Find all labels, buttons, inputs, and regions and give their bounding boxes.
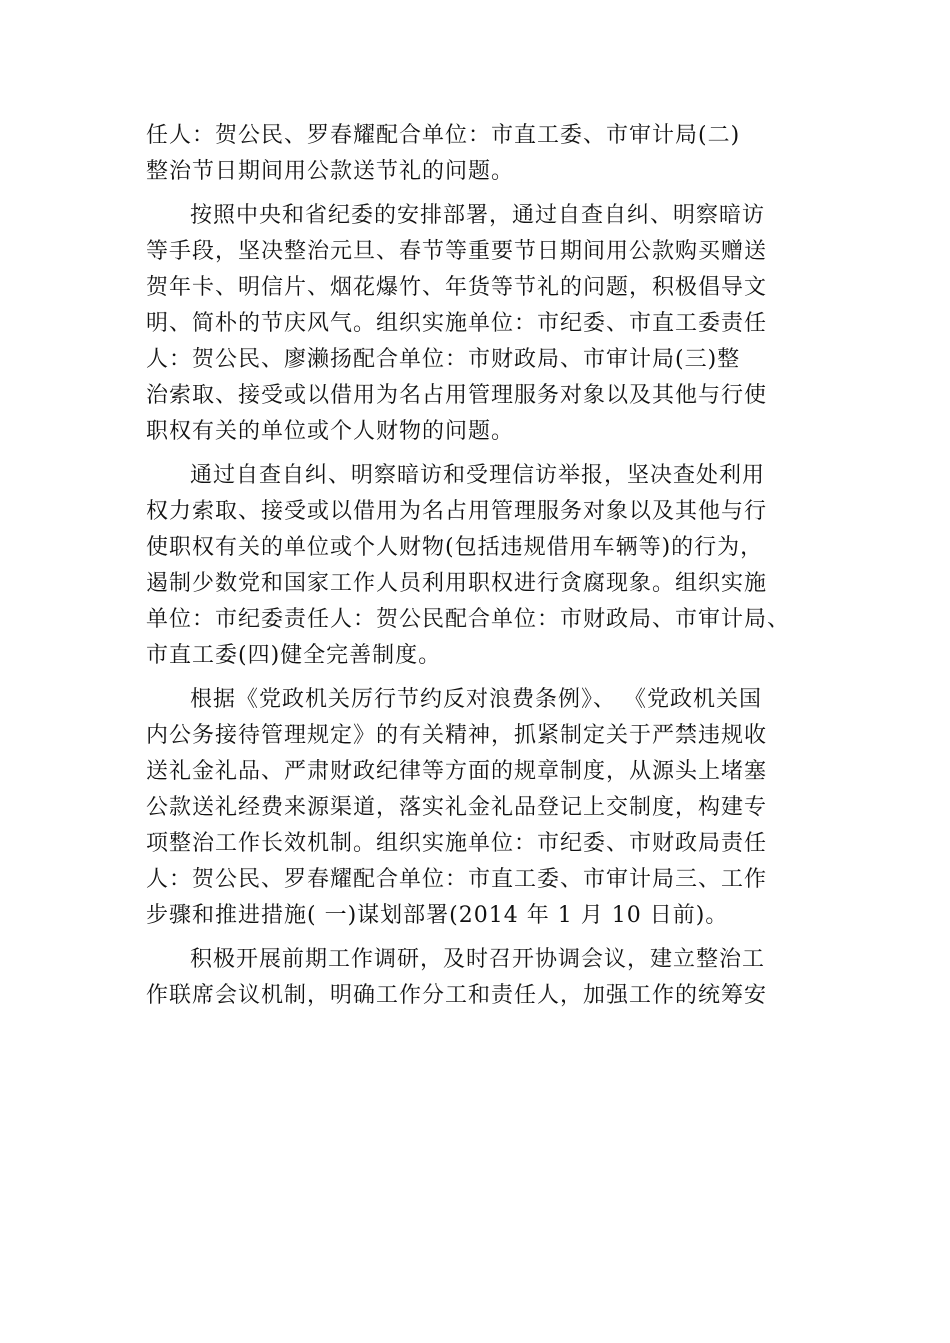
text-line: 按照中央和省纪委的安排部署，通过自查自纠、明察暗访: [190, 203, 766, 228]
text-line: 整治节日期间用公款送节礼的问题。: [146, 159, 515, 184]
text-line: 根据《党政机关厉行节约反对浪费条例》、 《党政机关国: [190, 687, 762, 712]
text-line: 明、简朴的节庆风气。组织实施单位：市纪委、市直工委责任: [146, 311, 768, 336]
text-line: 作联席会议机制，明确工作分工和责任人，加强工作的统筹安: [146, 983, 768, 1008]
paragraph-1: [146, 118, 810, 190]
text-line: 任人：贺公民、罗春耀配合单位：市直工委、市审计局(二): [146, 123, 741, 148]
text-line: 送礼金礼品、严肃财政纪律等方面的规章制度，从源头上堵塞: [146, 759, 768, 784]
text-line: 人：贺公民、廖濑扬配合单位：市财政局、市审计局(三)整: [146, 347, 741, 372]
text-line: 公款送礼经费来源渠道，落实礼金礼品登记上交制度，构建专: [146, 795, 768, 820]
paragraph-3: [146, 458, 810, 674]
text-line: 通过自查自纠、明察暗访和受理信访举报，坚决查处利用: [190, 463, 766, 488]
text-line: 治索取、接受或以借用为名占用管理服务对象以及其他与行使: [146, 383, 768, 408]
text-line: 使职权有关的单位或个人财物(包括违规借用车辆等)的行为，: [146, 535, 764, 560]
paragraph-4: [146, 682, 810, 934]
text-line: 贺年卡、明信片、烟花爆竹、年货等节礼的问题，积极倡导文: [146, 275, 768, 300]
text-line: 单位：市纪委责任人：贺公民配合单位：市财政局、市审计局、: [146, 607, 791, 632]
text-line: 积极开展前期工作调研，及时召开协调会议，建立整治工: [190, 947, 766, 972]
text-line: 遏制少数党和国家工作人员利用职权进行贪腐现象。组织实施: [146, 571, 768, 596]
text-line: 市直工委(四)健全完善制度。: [146, 643, 442, 668]
text-line: 等手段，坚决整治元旦、春节等重要节日期间用公款购买赠送: [146, 239, 768, 264]
document-body: [146, 118, 810, 1022]
text-line: 项整治工作长效机制。组织实施单位：市纪委、市财政局责任: [146, 831, 768, 856]
text-line: 职权有关的单位或个人财物的问题。: [146, 419, 515, 444]
text-line: 内公务接待管理规定》的有关精神，抓紧制定关于严禁违规收: [146, 723, 768, 748]
text-line: 步骤和推进措施( 一)谋划部署(2014 年 1 月 10 日前)。: [146, 903, 729, 928]
text-line: 人：贺公民、罗春耀配合单位：市直工委、市审计局三、工作: [146, 867, 768, 892]
text-line: 权力索取、接受或以借用为名占用管理服务对象以及其他与行: [146, 499, 768, 524]
paragraph-2: [146, 198, 810, 450]
paragraph-5: [146, 942, 810, 1014]
